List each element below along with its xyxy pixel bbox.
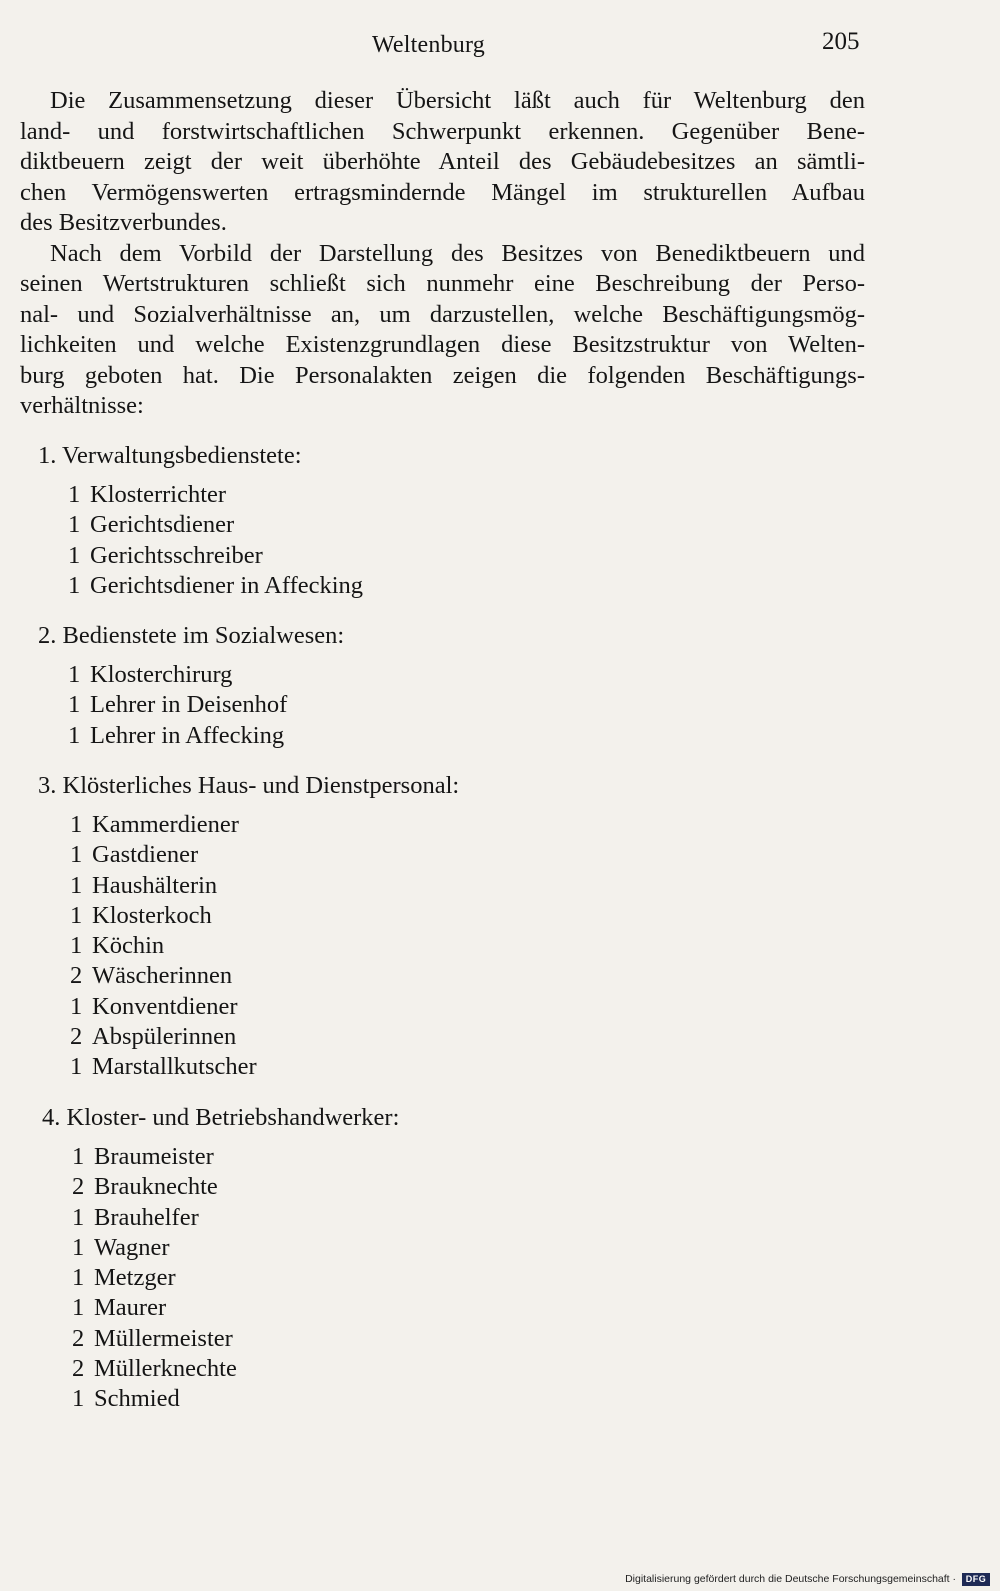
list-item	[72, 1293, 237, 1323]
paragraph-line: chen Vermögenswerten ertragsmindernde Mängel im strukturellen Aufbau	[20, 178, 865, 206]
list-item	[68, 541, 363, 571]
list-item	[70, 901, 257, 931]
list-item	[72, 1203, 237, 1233]
section-items	[68, 660, 287, 751]
item-role: Lehrer in Affecking	[90, 721, 285, 749]
digitization-credit: Digitalisierung gefördert durch die Deutsche Forschungsgemeinschaft ·	[625, 1573, 956, 1585]
list-item	[70, 992, 257, 1022]
item-role: Köchin	[92, 932, 165, 960]
paragraph-line: Die Zusammensetzung dieser Übersicht läßt auch für Weltenburg den	[50, 87, 865, 114]
paragraph-line: verhältnisse:	[20, 392, 144, 419]
item-role: Wäscherinnen	[92, 962, 233, 990]
item-role: Konventdiener	[92, 992, 238, 1020]
item-count: 1	[68, 661, 81, 688]
list-item	[70, 1022, 257, 1052]
item-role: Klosterrichter	[90, 481, 227, 508]
item-role: Müllermeister	[94, 1324, 233, 1352]
list-item	[70, 1052, 257, 1082]
item-role: Braumeister	[94, 1143, 214, 1170]
page-number: 205	[822, 28, 860, 55]
item-role: Schmied	[94, 1385, 180, 1413]
item-count: 1	[68, 571, 81, 599]
list-item	[68, 571, 363, 601]
item-count: 1	[70, 932, 83, 960]
item-count: 1	[68, 511, 81, 539]
paragraph-line: nal- und Sozialverhältnisse an, um darzustellen, welche Beschäftigungsmög-	[20, 300, 865, 328]
item-count: 2	[70, 1023, 83, 1051]
paragraph-line: des Besitzverbundes.	[20, 209, 227, 236]
list-item	[72, 1263, 237, 1293]
item-role: Haushälterin	[92, 871, 218, 899]
paragraph-line: seinen Wertstrukturen schließt sich nunmehr eine Beschreibung der Perso-	[20, 270, 865, 297]
list-item	[72, 1172, 237, 1202]
item-count: 1	[70, 871, 83, 899]
section-items	[70, 810, 257, 1083]
section-heading: 1. Verwaltungsbedienstete:	[38, 442, 302, 469]
item-count: 2	[72, 1173, 85, 1201]
item-role: Gastdiener	[92, 841, 199, 869]
item-count: 1	[70, 1053, 83, 1081]
section-items	[72, 1142, 237, 1415]
item-count: 1	[70, 841, 83, 869]
running-title: Weltenburg	[372, 32, 485, 58]
section-heading: 3. Klösterliches Haus- und Dienstpersonal:	[38, 772, 460, 799]
list-item	[70, 931, 257, 961]
list-item	[72, 1384, 237, 1414]
item-count: 1	[70, 811, 83, 838]
item-role: Gerichtsschreiber	[90, 541, 263, 569]
item-role: Maurer	[94, 1294, 167, 1322]
item-count: 1	[72, 1385, 85, 1413]
list-item	[68, 690, 287, 720]
list-item	[68, 660, 287, 690]
list-item	[72, 1142, 237, 1172]
item-count: 1	[70, 992, 83, 1020]
paragraph	[20, 239, 865, 422]
list-item	[72, 1354, 237, 1384]
paragraph-line: burg geboten hat. Die Personalakten zeigen die folgenden Beschäftigungs-	[20, 361, 865, 389]
item-count: 1	[68, 691, 81, 719]
item-role: Gerichtsdiener in Affecking	[90, 571, 364, 599]
item-role: Brauhelfer	[94, 1203, 199, 1231]
item-count: 1	[68, 481, 81, 508]
paragraph-line: lichkeiten und welche Existenzgrundlagen diese Besitzstruktur von Welten-	[20, 331, 865, 358]
item-role: Brauknechte	[94, 1173, 218, 1201]
item-role: Gerichtsdiener	[90, 511, 235, 539]
list-item	[70, 961, 257, 991]
item-count: 1	[68, 721, 81, 749]
list-item	[68, 510, 363, 540]
item-count: 2	[72, 1324, 85, 1352]
item-count: 1	[72, 1143, 85, 1170]
item-count: 1	[70, 901, 83, 929]
body-text	[20, 86, 865, 422]
item-role: Marstallkutscher	[92, 1053, 257, 1081]
list-item	[68, 480, 363, 510]
section-items	[68, 480, 363, 601]
paragraph-line: Nach dem Vorbild der Darstellung des Besitzes von Benediktbeuern und	[50, 239, 865, 267]
section-heading: 2. Bedienstete im Sozialwesen:	[38, 622, 345, 649]
item-count: 2	[72, 1355, 85, 1383]
paragraph	[20, 86, 865, 239]
dfg-logo: DFG	[962, 1573, 990, 1586]
item-count: 1	[68, 541, 81, 569]
item-role: Lehrer in Deisenhof	[90, 691, 288, 719]
list-item	[68, 721, 287, 751]
item-count: 2	[70, 962, 83, 990]
list-item	[72, 1324, 237, 1354]
item-role: Metzger	[94, 1264, 176, 1292]
list-item	[70, 840, 257, 870]
list-item	[70, 871, 257, 901]
list-item	[70, 810, 257, 840]
list-item	[72, 1233, 237, 1263]
running-head	[0, 28, 1000, 64]
item-count: 1	[72, 1294, 85, 1322]
section-heading: 4. Kloster- und Betriebshandwerker:	[42, 1104, 400, 1131]
item-role: Abspülerinnen	[92, 1023, 237, 1051]
item-role: Klosterkoch	[92, 901, 212, 929]
paragraph-line: diktbeuern zeigt der weit überhöhte Anteil des Gebäudebesitzes an sämtli-	[20, 148, 865, 175]
paragraph-line: land- und forstwirtschaftlichen Schwerpunkt erkennen. Gegenüber Bene-	[20, 117, 865, 145]
item-role: Wagner	[94, 1233, 170, 1261]
item-role: Müllerknechte	[94, 1355, 237, 1383]
item-count: 1	[72, 1233, 85, 1261]
item-role: Klosterchirurg	[90, 661, 233, 688]
item-count: 1	[72, 1203, 85, 1231]
item-count: 1	[72, 1264, 85, 1292]
item-role: Kammerdiener	[92, 811, 239, 838]
